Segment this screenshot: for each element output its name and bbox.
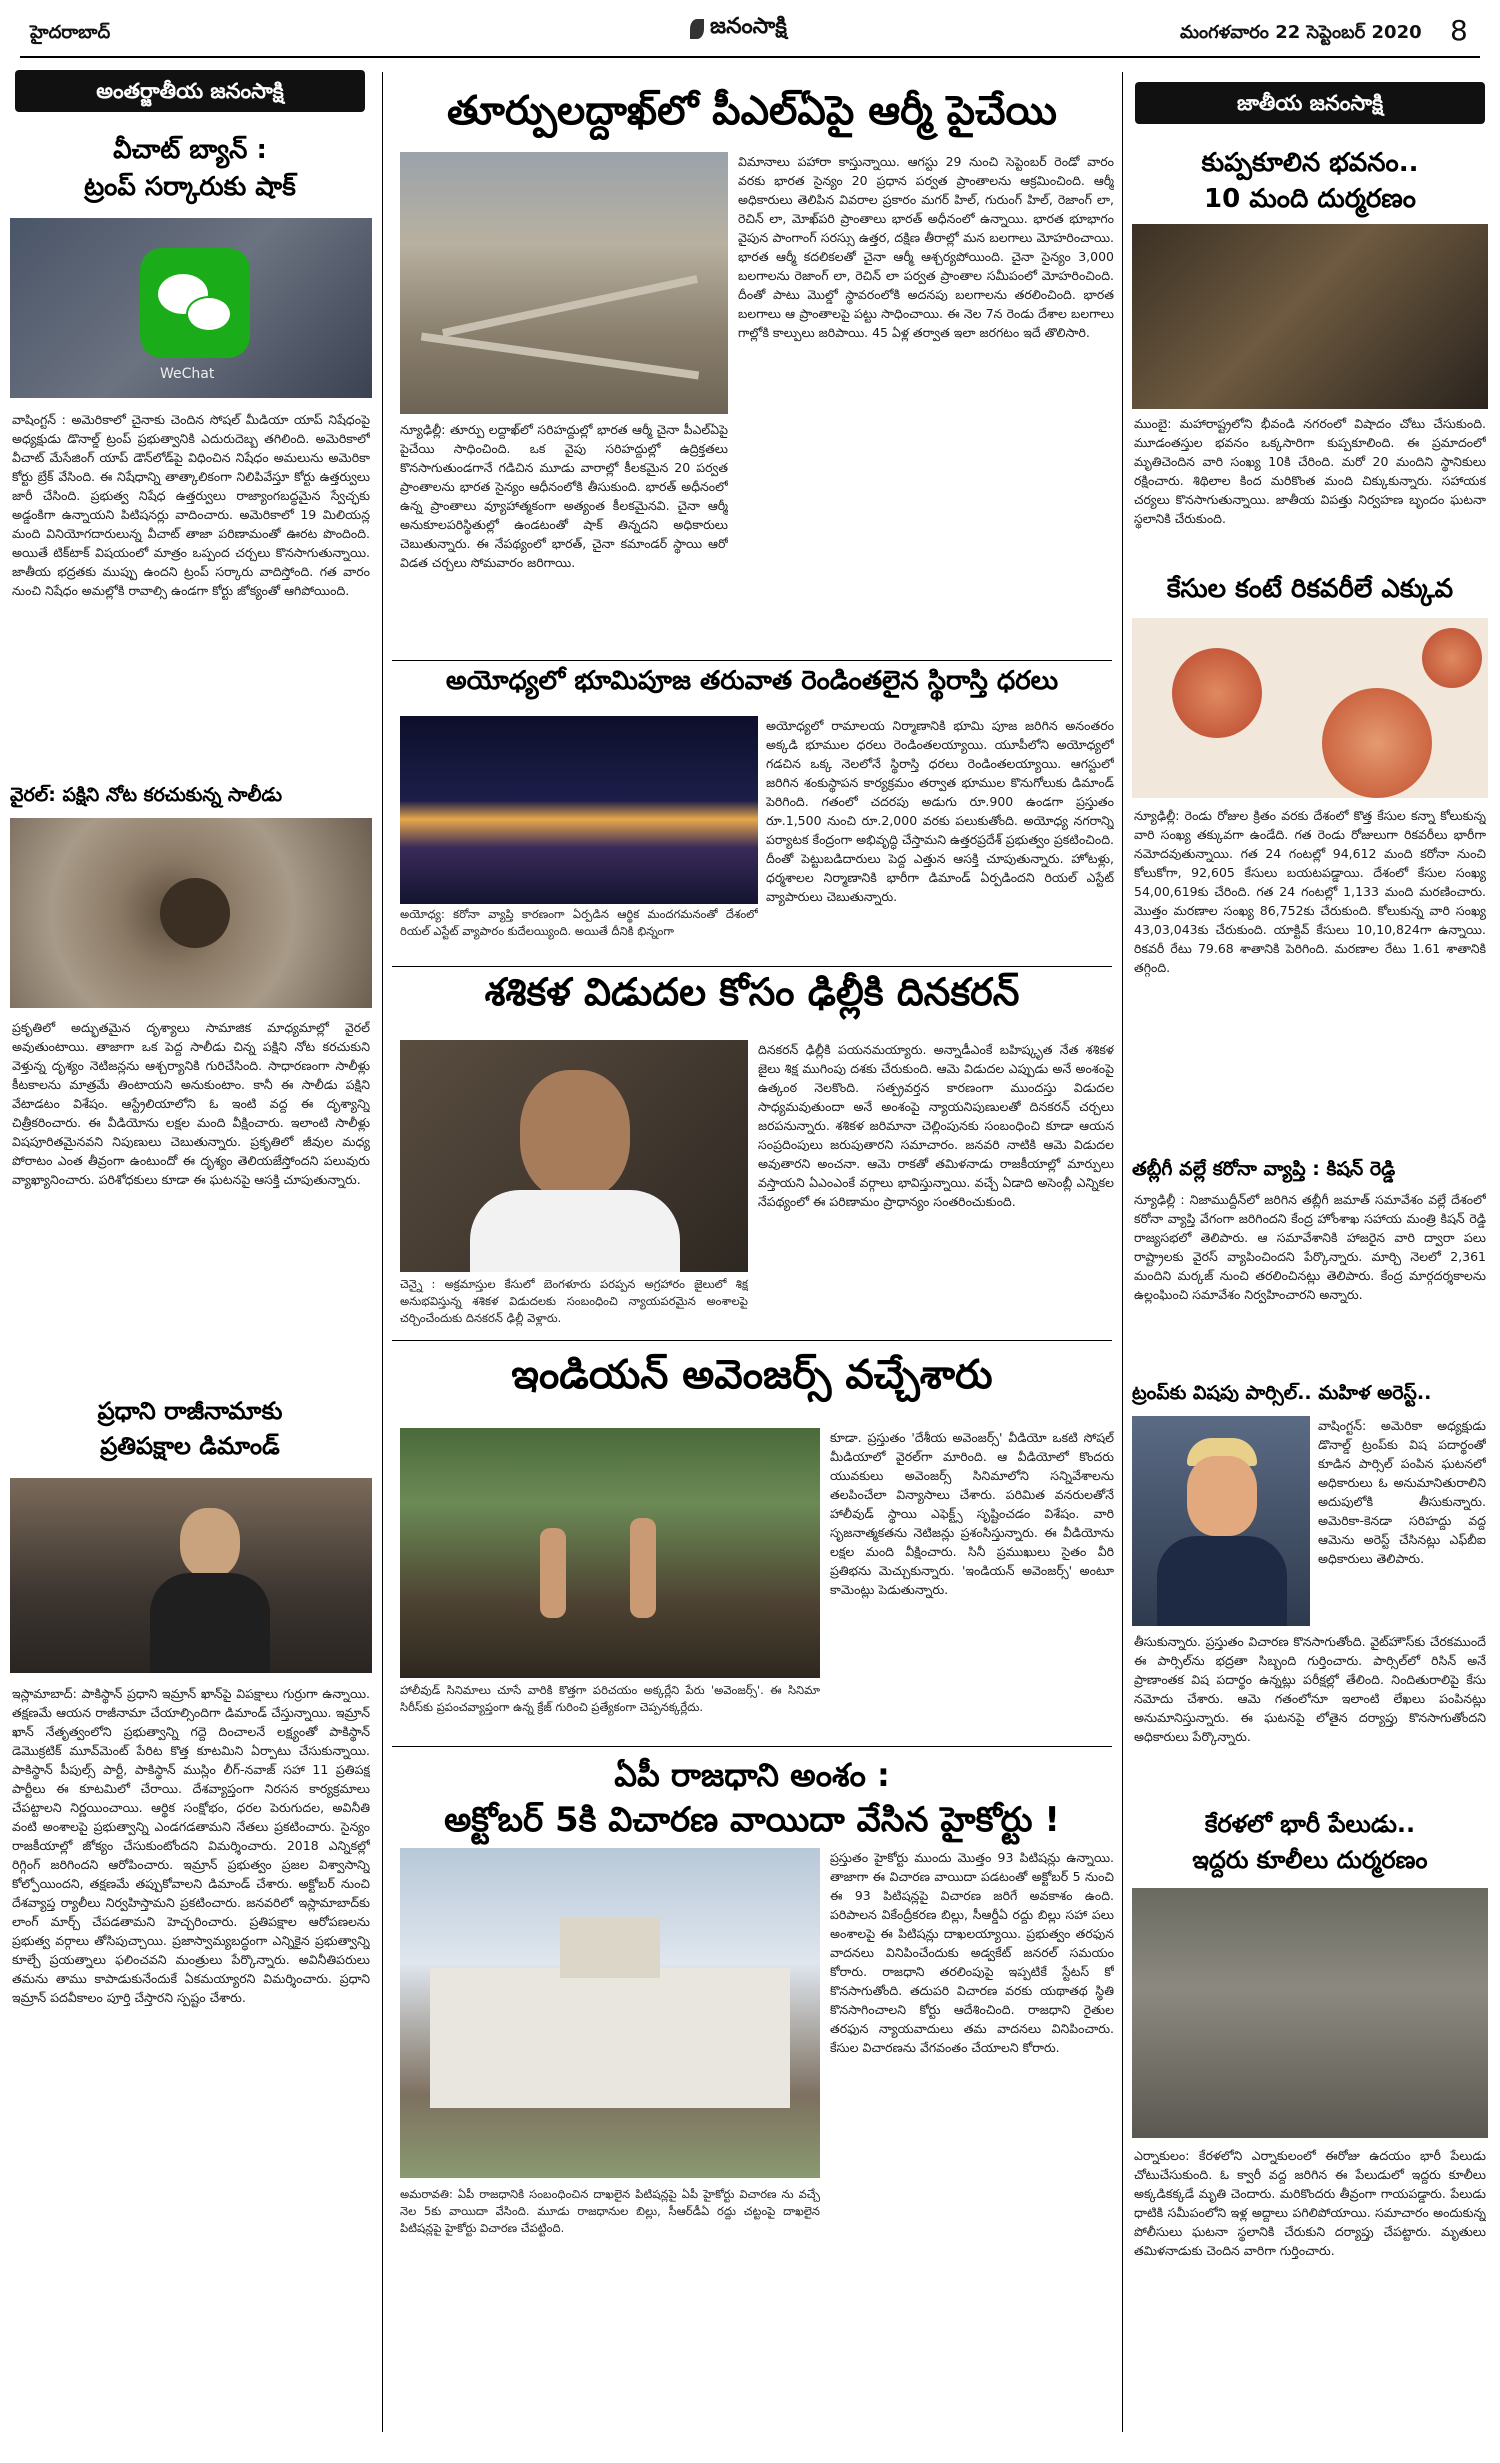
avengers-photo: [400, 1428, 820, 1678]
trump-parcel-headline: ట్రంప్‌కు విషపు పార్సిల్‌.. మహిళ అరెస్ట్‌..: [1132, 1382, 1432, 1404]
highcourt-photo: [400, 1848, 820, 2178]
highcourt-caption: అమరావతి: ఏపీ రాజధానికి సంబంధించిన దాఖలైన పిటిషన్లపై ఏపీ హైకోర్టు విచారణ ను వచ్చే నెల 5కు వాయిదా వేసింది. మూడు రాజధానుల బిల్లు, సీఆర్‌డీఏ రద్దు చట్టంపై దాఖలైన పిటిషన్లపై హైకోర్టు విచారణ చేపట్టింది.: [400, 2187, 820, 2235]
kerala-headline-1: కేరళలో భారీ పేలుడు..: [1204, 1810, 1416, 1838]
highcourt-headline-1: ఏపీ రాజధాని అంశం :: [614, 1756, 890, 1794]
building-body: ముంబై: మహారాష్ట్రలోని భీవండి నగరంలో విషాదం చోటు చేసుకుంది. మూడంతస్తుల భవనం ఒక్కసారిగా కుప్పకూలింది. ఈ ప్రమాదంలో మృతిచెందిన వారి సంఖ్య 10కి చేరింది. మరో 20 మందిని స్థానికులు రక్షించారు. శిథిలాల కింద మరికొంత మంది చిక్కుకున్నారు. సహాయక చర్యలు కొనసాగుతున్నాయి. జాతీయ విపత్తు నిర్వహణ బృందం ఘటనా స్థలానికి చేరుకుంది.: [1134, 416, 1486, 526]
tablighi-headline: తబ్లీగీ వల్లే కరోనా వ్యాప్తి : కిషన్‌ రెడ్డి: [1132, 1158, 1396, 1180]
ladakh-headline: తూర్పులద్దాఖ్‌లో పీఎల్‌ఏపై ఆర్మీ పైచేయి: [447, 88, 1057, 134]
building-headline-2: 10 మంది దుర్మరణం: [1204, 184, 1416, 214]
pak-headline-2: ప్రతిపక్షాల డిమాండ్‌: [100, 1432, 280, 1460]
kerala-blast-photo: [1132, 1888, 1488, 2138]
dinakaran-photo: [400, 1040, 748, 1272]
section-tag-international: అంతర్జాతీయ జనంసాక్షి: [15, 70, 365, 112]
ladakh-body-right: విమానాలు పహారా కాస్తున్నాయి. ఆగస్టు 29 నుంచి సెప్టెంబర్‌ రెండో వారం వరకు భారత సైన్యం 20 ప్రధాన పర్వత ప్రాంతాలను ఆక్రమించింది. ఆర్మీ అధికారులు తెలిపిన వివరాల ప్రకారం మగర్‌ హిల్‌, గురుంగ్‌ హిల్‌, రెజాంగ్‌ లా, రెచిన్‌ లా, మోఖ్‌పరి ప్రాంతాలు భారత్‌ అధీనంలో ఉన్నాయి. భారత భూభాగం వైపున పాంగాంగ్‌ సరస్సు ఉత్తర, దక్షిణ తీరాల్లో మన బలగాలు మోహరించాయి. భారత ఆర్మీ కదలికలతో చైనా ఆర్మీ ఆశ్చర్యపోయింది. చైనా సైన్యం 3,000 బలగాలను రెజాంగ్‌ లా, రెచిన్‌ లా పర్వత ప్రాంతాల సమీపంలో మోహరించింది. దీంతో పాటు మెుల్డో స్థావరంలోకి అదనపు బలగాలను తరలించింది. భారత బలగాలు ఆ ప్రాంతాలపై పట్టు సాధించాయి. ఈ నెల 7న రెండు దేశాల బలగాలు గాల్లోకి కాల్పులు జరిపాయి. 45 ఏళ్ల తర్వాత ఇలా జరగటం ఇదే తొలిసారి.: [738, 154, 1114, 340]
trump-body-b: తీసుకున్నారు. ప్రస్తుతం విచారణ కొనసాగుతోంది. వైట్‌హౌస్‌కు చేరకముందే ఈ పార్సిల్‌ను భద్రతా సిబ్బంది గుర్తించారు. పార్సిల్‌లో రిసిన్‌ అనే ప్రాణాంతక విష పదార్థం ఉన్నట్లు పరీక్షల్లో తేలింది. నిందితురాలిపై కేసు నమోదు చేశారు. ఆమె గతంలోనూ ఇలాంటి లేఖలు పంపినట్లు అనుమానిస్తున్నారు. ఈ ఘటనపై లోతైన దర్యాప్తు కొనసాగుతోందని అధికారులు పేర్కొన్నారు.: [1134, 1634, 1486, 1744]
ladakh-photo: [400, 152, 728, 414]
avengers-body: కూడా. ప్రస్తుతం 'దేశీయ అవెంజర్స్‌' వీడియో ఒకటి సోషల్‌ మీడియాలో వైరల్‌గా మారింది. ఆ వీడియోలో కొందరు యువకులు అవెంజర్స్‌ సినిమాలోని సన్నివేశాలను తలపించేలా విన్యాసాలు చేశారు. పరిమిత వనరులతోనే హాలీవుడ్‌ స్థాయి ఎఫెక్ట్స్‌ సృష్టించడం విశేషం. వారి సృజనాత్మకతను నెటిజన్లు ప్రశంసిస్తున్నారు. ఈ వీడియోను లక్షల మంది వీక్షించారు. సినీ ప్రముఖులు సైతం వీరి ప్రతిభను మెచ్చుకున్నారు. 'ఇండియన్‌ అవెంజర్స్‌' అంటూ కామెంట్లు పెడుతున్నారు.: [830, 1430, 1114, 1597]
wechat-article-body: వాషింగ్టన్‌ : అమెరికాలో చైనాకు చెందిన సోషల్‌ మీడియా యాప్‌ నిషేధంపై అధ్యక్షుడు డొనాల్డ్‌ ట్రంప్‌ ప్రభుత్వానికి ఎదురుదెబ్బ తగిలింది. అమెరికాలో వీచాట్‌ మేసేజింగ్‌ యాప్‌ డౌన్‌లోడ్‌పై విధించిన నిషేధం అమలును అమెరికా కోర్టు బ్రేక్‌ వేసింది. ఈ నిషేధాన్ని తాత్కాలికంగా నిలిపివేస్తూ కోర్టు ఉత్తర్వులు జారీ చేసింది. ప్రభుత్వ నిషేధ ఉత్తర్వులు రాజ్యాంగబద్ధమైన స్వేచ్ఛకు అడ్డంకిగా ఉన్నాయని పిటిషనర్లు వాదించారు. అమెరికాలో 19 మిలియన్ల మంది వినియోగదారులున్న వీచాట్‌ తాజా పరిణామంతో ఊరట పొందింది. అయితే టిక్‌టాక్‌ విషయంలో మాత్రం ఒప్పంద చర్చలు కొనసాగుతున్నాయి. జాతీయ భద్రతకు ముప్పు ఉందని ట్రంప్‌ సర్కారు వాదిస్తోంది. గత వారం నుంచి నిషేధం అమల్లోకి రావాల్సి ఉండగా కోర్టు జోక్యంతో ఆగిపోయింది.: [12, 412, 370, 598]
ladakh-body-left: న్యూఢిల్లీ: తూర్పు లద్దాఖ్‌లో సరిహద్దుల్లో భారత ఆర్మీ చైనా పీఎల్‌ఏపై పైచేయి సాధించింది. ఒక వైపు సరిహద్దుల్లో ఉద్రిక్తతలు కొనసాగుతుండగానే గడిచిన మూడు వారాల్లో కీలకమైన 20 పర్వత ప్రాంతాలను భారత సైన్యం ఆధీనంలోకి తీసుకుంది. భారత్‌ అధీనంలో ఉన్న ప్రాంతాలు వ్యూహాత్మకంగా అత్యంత కీలకమైనవి. చైనా ఆర్మీ అనుకూలపరిస్థితుల్లో ఉండటంతో షాక్‌ తిన్నదని అధికారులు చెబుతున్నారు. ఈ నేపథ్యంలో భారత్‌, చైనా కమాండర్‌ స్థాయి ఆరో విడత చర్చలు సోమవారం జరిగాయి.: [400, 422, 728, 570]
masthead: [0, 0, 1500, 60]
date-label: మంగళవారం 22 సెప్టెంబర్ 2020: [1180, 22, 1422, 43]
edition-label: హైదరాబాద్: [30, 22, 111, 43]
pak-headline-1: ప్రధాని రాజీనామాకు: [97, 1397, 283, 1425]
pak-pm-photo: [10, 1478, 372, 1673]
avengers-headline: ఇండియన్‌ అవెంజర్స్‌ వచ్చేశారు: [511, 1352, 993, 1398]
sasikala-headline: శశికళ విడుదల కోసం ఢిల్లీకి దినకరన్‌: [484, 970, 1020, 1014]
sasikala-body: దినకరన్‌ ఢిల్లీకి పయనమయ్యారు. అన్నాడీఎంకే బహిష్కృత నేత శశికళ జైలు శిక్ష ముగింపు దశకు చేరుకుంది. ఆమె విడుదల ఎప్పుడు అనే అంశంపై ఉత్కంఠ నెలకొంది. సత్ప్రవర్తన కారణంగా ముందస్తు విడుదల సాధ్యమవుతుందా అనే అంశంపై న్యాయనిపుణులతో దినకరన్‌ చర్చలు జరపనున్నారు. శశికళ జరిమానా చెల్లింపునకు సంబంధించి కూడా ఆయన సంప్రదింపులు జరుపుతారని సమాచారం. జనవరి నాటికి ఆమె విడుదల అవుతారని అంచనా. ఆమె రాకతో తమిళనాడు రాజకీయాల్లో మార్పులు వస్తాయని ఏఎంఎంకే వర్గాలు భావిస్తున్నాయి. వచ్చే ఏడాది అసెంబ్లీ ఎన్నికల నేపథ్యంలో ఈ పరిణామం ప్రాధాన్యం సంతరించుకుంది.: [758, 1042, 1114, 1209]
trump-body-a: వాషింగ్టన్‌: అమెరికా అధ్యక్షుడు డొనాల్డ్‌ ట్రంప్‌కు విష పదార్థంతో కూడిన పార్సిల్‌ పంపిన ఘటనలో అధికారులు ఓ అనుమానితురాలిని అదుపులోకి తీసుకున్నారు. అమెరికా-కెనడా సరిహద్దు వద్ద ఆమెను అరెస్ట్‌ చేసినట్లు ఎఫ్‌బీఐ అధికారులు తెలిపారు.: [1318, 1418, 1486, 1566]
highcourt-headline-2: అక్టోబర్‌ 5కి విచారణ వాయిదా వేసిన హైకోర్టు !: [444, 1800, 1060, 1840]
spider-article-body: ప్రకృతిలో అద్భుతమైన దృశ్యాలు సామాజిక మాధ్యమాల్లో వైరల్‌ అవుతుంటాయి. తాజాగా ఒక పెద్ద సాలీడు చిన్న పక్షిని నోట కరచుకుని వెళ్తున్న దృశ్యం నెటిజన్లను ఆశ్చర్యానికి గురిచేసింది. సాధారణంగా సాలీళ్లు కీటకాలను మాత్రమే తింటాయని అనుకుంటాం. కానీ ఈ సాలీడు పక్షిని వేటాడటం విశేషం. ఆస్ట్రేలియాలోని ఓ ఇంటి వద్ద ఈ దృశ్యాన్ని చిత్రీకరించారు. ఈ వీడియోను లక్షల మంది వీక్షించారు. ఇలాంటి సాలీళ్లు విషపూరితమైనవని నిపుణులు చెబుతున్నారు. ప్రకృతిలో జీవుల మధ్య పోరాటం ఎంత తీవ్రంగా ఉంటుందో ఈ దృశ్యం తెలియజేస్తోందని పలువురు వ్యాఖ్యానించారు. పరిశోధకులు కూడా ఈ ఘటనపై ఆసక్తి చూపుతున్నారు.: [12, 1020, 370, 1187]
wechat-app-label: WeChat: [160, 366, 215, 382]
wechat-photo: [10, 218, 372, 398]
spider-photo: [10, 818, 372, 1008]
kerala-headline-2: ఇద్దరు కూలీలు దుర్మరణం: [1192, 1846, 1428, 1874]
paper-name: జనంసాక్షి: [710, 14, 787, 39]
ayodhya-photo: [400, 716, 758, 904]
covid-recovery-headline: కేసుల కంటే రికవరీలే ఎక్కువ: [1166, 574, 1454, 604]
building-headline-1: కుప్పకూలిన భవనం..: [1201, 148, 1419, 178]
covid-body: న్యూఢిల్లీ: రెండు రోజుల క్రితం వరకు దేశంలో కొత్త కేసుల కన్నా కోలుకున్న వారి సంఖ్య తక్కువగా ఉండేది. గత రెండు రోజులుగా రికవరీలు భారీగా నమోదవుతున్నాయి. గత 24 గంటల్లో 94,612 మంది కరోనా నుంచి కోలుకోగా, 92,605 కేసులు బయటపడ్డాయి. దేశంలో కేసుల సంఖ్య 54,00,619కు చేరింది. గత 24 గంటల్లో 1,133 మంది మరణించారు. మొత్తం మరణాల సంఖ్య 86,752కు చేరుకుంది. కోలుకున్న వారి సంఖ్య 43,03,043కు చేరుకుంది. యాక్టివ్‌ కేసులు 10,10,824గా ఉన్నాయి. రికవరీ రేటు 79.68 శాతానికి పెరిగింది. మరణాల రేటు 1.61 శాతానికి తగ్గింది.: [1134, 808, 1486, 975]
kerala-body: ఎర్నాకులం: కేరళలోని ఎర్నాకులంలో ఈరోజు ఉదయం భారీ పేలుడు చోటుచేసుకుంది. ఓ క్వారీ వద్ద జరిగిన ఈ పేలుడులో ఇద్దరు కూలీలు అక్కడికక్కడే మృతి చెందారు. మరికొందరు తీవ్రంగా గాయపడ్డారు. పేలుడు ధాటికి సమీపంలోని ఇళ్ల అద్దాలు పగిలిపోయాయి. సమాచారం అందుకున్న పోలీసులు ఘటనా స్థలానికి చేరుకుని దర్యాప్తు చేపట్టారు. మృతులు తమిళనాడుకు చెందిన వారిగా గుర్తించారు.: [1134, 2148, 1486, 2258]
trump-photo: [1132, 1416, 1310, 1626]
building-collapse-photo: [1132, 224, 1488, 409]
pak-article-body: ఇస్లామాబాద్‌: పాకిస్థాన్‌ ప్రధాని ఇమ్రాన్‌ ఖాన్‌పై విపక్షాలు గుర్రుగా ఉన్నాయి. తక్షణమే ఆయన రాజీనామా చేయాల్సిందిగా డిమాండ్‌ చేస్తున్నాయి. ఇమ్రాన్‌ ఖాన్‌ నేతృత్వంలోని ప్రభుత్వాన్ని గద్దె దించాలనే లక్ష్యంతో పాకిస్థాన్‌ డెమొక్రటిక్‌ మూవ్‌మెంట్‌ పేరిట కొత్త కూటమిని ఏర్పాటు చేసుకున్నాయి. పాకిస్థాన్‌ పీపుల్స్‌ పార్టీ, పాకిస్థాన్‌ ముస్లిం లీగ్‌-నవాజ్‌ సహా 11 ప్రతిపక్ష పార్టీలు ఈ కూటమిలో చేరాయి. దేశవ్యాప్తంగా నిరసన కార్యక్రమాలు చేపట్టాలని నిర్ణయించాయి. ఆర్థిక సంక్షోభం, ధరల పెరుగుదల, అవినీతి వంటి అంశాలపై ప్రభుత్వాన్ని ఎండగడతామని నేతలు ప్రకటించారు. సైన్యం రాజకీయాల్లో జోక్యం చేసుకుంటోందని విమర్శించారు. 2018 ఎన్నికల్లో రిగ్గింగ్‌ జరిగిందని ఆరోపించారు. ఇమ్రాన్‌ ప్రభుత్వం ప్రజల విశ్వాసాన్ని కోల్పోయిందని, తక్షణమే తప్పుకోవాలని డిమాండ్‌ చేశారు. అక్టోబర్‌ నుంచి దేశవ్యాప్త ర్యాలీలు నిర్వహిస్తామని ప్రకటించారు. జనవరిలో ఇస్లామాబాద్‌కు లాంగ్‌ మార్చ్‌ చేపడతామని హెచ్చరించారు. ప్రతిపక్షాల ఆరోపణలను ప్రభుత్వ వర్గాలు తోసిపుచ్చాయి. ప్రజాస్వామ్యబద్ధంగా ఎన్నికైన ప్రభుత్వాన్ని కూల్చే ప్రయత్నాలు ఫలించవని మంత్రులు పేర్కొన్నారు. అవినీతిపరులు తమను తాము కాపాడుకునేందుకే ఏకమయ్యారని విమర్శించారు. ప్రధాని ఇమ్రాన్‌ పదవీకాలం పూర్తి చేస్తారని స్పష్టం చేశారు.: [12, 1686, 370, 2005]
paper-logo: [690, 14, 787, 44]
ayodhya-caption: అయోధ్య: కరోనా వ్యాప్తి కారణంగా ఏర్పడిన ఆర్థిక మందగమనంతో దేశంలో రియల్‌ ఎస్టేట్‌ వ్యాపారం కుదేలయ్యింది. అయితే దీనికి భిన్నంగా: [400, 907, 758, 938]
leaf-icon: [690, 19, 704, 39]
ayodhya-body: అయోధ్యలో రామాలయ నిర్మాణానికి భూమి పూజ జరిగిన అనంతరం అక్కడి భూముల ధరలు రెండింతలయ్యాయి. యూపీలోని అయోధ్యలో గడచిన ఒక్క నెలలోనే స్థిరాస్తి ధరలు రెండింతలయ్యాయి. ఆగస్టులో జరిగిన శంకుస్థాపన కార్యక్రమం తర్వాత భూముల కొనుగోలుకు డిమాండ్‌ పెరిగింది. గతంలో చదరపు అడుగు రూ.900 ఉండగా ప్రస్తుతం రూ.1,500 నుంచి రూ.2,000 వరకు పలుకుతోంది. అయోధ్య నగరాన్ని పర్యాటక కేంద్రంగా అభివృద్ధి చేస్తామని ఉత్తరప్రదేశ్‌ ప్రభుత్వం ప్రకటించింది. దీంతో పెట్టుబడిదారులు పెద్ద ఎత్తున ఆసక్తి చూపుతున్నారు. హోటళ్లు, ధర్మశాలల నిర్మాణానికి భారీగా డిమాండ్‌ ఏర్పడిందని రియల్‌ ఎస్టేట్‌ వ్యాపారులు చెబుతున్నారు.: [766, 718, 1114, 904]
wechat-app-icon: [140, 248, 250, 358]
section-tag-national: జాతీయ జనంసాక్షి: [1135, 82, 1485, 124]
sasikala-caption: చెన్నై : అక్రమాస్తుల కేసులో బెంగళూరు పరప్పన అగ్రహారం జైలులో శిక్ష అనుభవిస్తున్న శశికళ విడుదలకు సంబంధించి న్యాయపరమైన అంశాలపై చర్చించేందుకు దినకరన్‌ ఢిల్లీ వెళ్లారు.: [400, 1277, 748, 1325]
page-number: 8: [1450, 14, 1468, 47]
ayodhya-headline: అయోధ్యలో భూమిపూజ తరువాత రెండింతలైన స్థిరాస్తి ధరలు: [445, 666, 1059, 696]
wechat-headline-2: ట్రంప్ సర్కారుకు షాక్: [84, 172, 296, 202]
coronavirus-photo: [1132, 618, 1488, 798]
wechat-headline-1: వీచాట్ బ్యాన్ :: [113, 135, 267, 165]
tablighi-body: న్యూఢిల్లీ : నిజాముద్దీన్‌లో జరిగిన తబ్లీగీ జమాత్‌ సమావేశం వల్లే దేశంలో కరోనా వ్యాప్తి వేగంగా జరిగిందని కేంద్ర హోంశాఖ సహాయ మంత్రి కిషన్‌ రెడ్డి రాజ్యసభలో తెలిపారు. ఆ సమావేశానికి హాజరైన వారి ద్వారా పలు రాష్ట్రాలకు వైరస్‌ వ్యాపించిందని పేర్కొన్నారు. మార్చి నెలలో 2,361 మందిని మర్కజ్‌ నుంచి తరలించినట్లు తెలిపారు. కేంద్ర మార్గదర్శకాలను ఉల్లంఘించి సమావేశం నిర్వహించారని అన్నారు.: [1134, 1192, 1486, 1302]
avengers-caption: హాలీవుడ్‌ సినిమాలు చూసే వారికి కొత్తగా పరిచయం అక్కర్లేని పేరు 'అవెంజర్స్‌'. ఈ సినిమా సిరీస్‌కు ప్రపంచవ్యాప్తంగా ఉన్న క్రేజ్‌ గురించి ప్రత్యేకంగా చెప్పనక్కర్లేదు.: [400, 1683, 820, 1714]
highcourt-body: ప్రస్తుతం హైకోర్టు ముందు మొత్తం 93 పిటిషన్లు ఉన్నాయి. తాజాగా ఈ విచారణ వాయిదా పడటంతో అక్టోబర్‌ 5 నుంచి ఈ 93 పిటిషన్లపై విచారణ జరిగే అవకాశం ఉంది. పరిపాలన వికేంద్రీకరణ బిల్లు, సీఆర్డీఏ రద్దు బిల్లు సహా పలు అంశాలపై ఈ పిటిషన్లు దాఖలయ్యాయి. ప్రభుత్వం తరఫున వాదనలు వినిపించేందుకు అడ్వకేట్‌ జనరల్‌ సమయం కోరారు. రాజధాని తరలింపుపై ఇప్పటికే స్టేటస్‌ కో కొనసాగుతోంది. తదుపరి విచారణ వరకు యథాతథ స్థితి కొనసాగించాలని కోర్టు ఆదేశించింది. రాజధాని రైతుల తరఫున న్యాయవాదులు తమ వాదనలు వినిపించారు. కేసుల విచారణను వేగవంతం చేయాలని కోరారు.: [830, 1850, 1114, 2055]
spider-headline: వైరల్‌: పక్షిని నోట కరచుకున్న సాలీడు: [10, 784, 283, 806]
